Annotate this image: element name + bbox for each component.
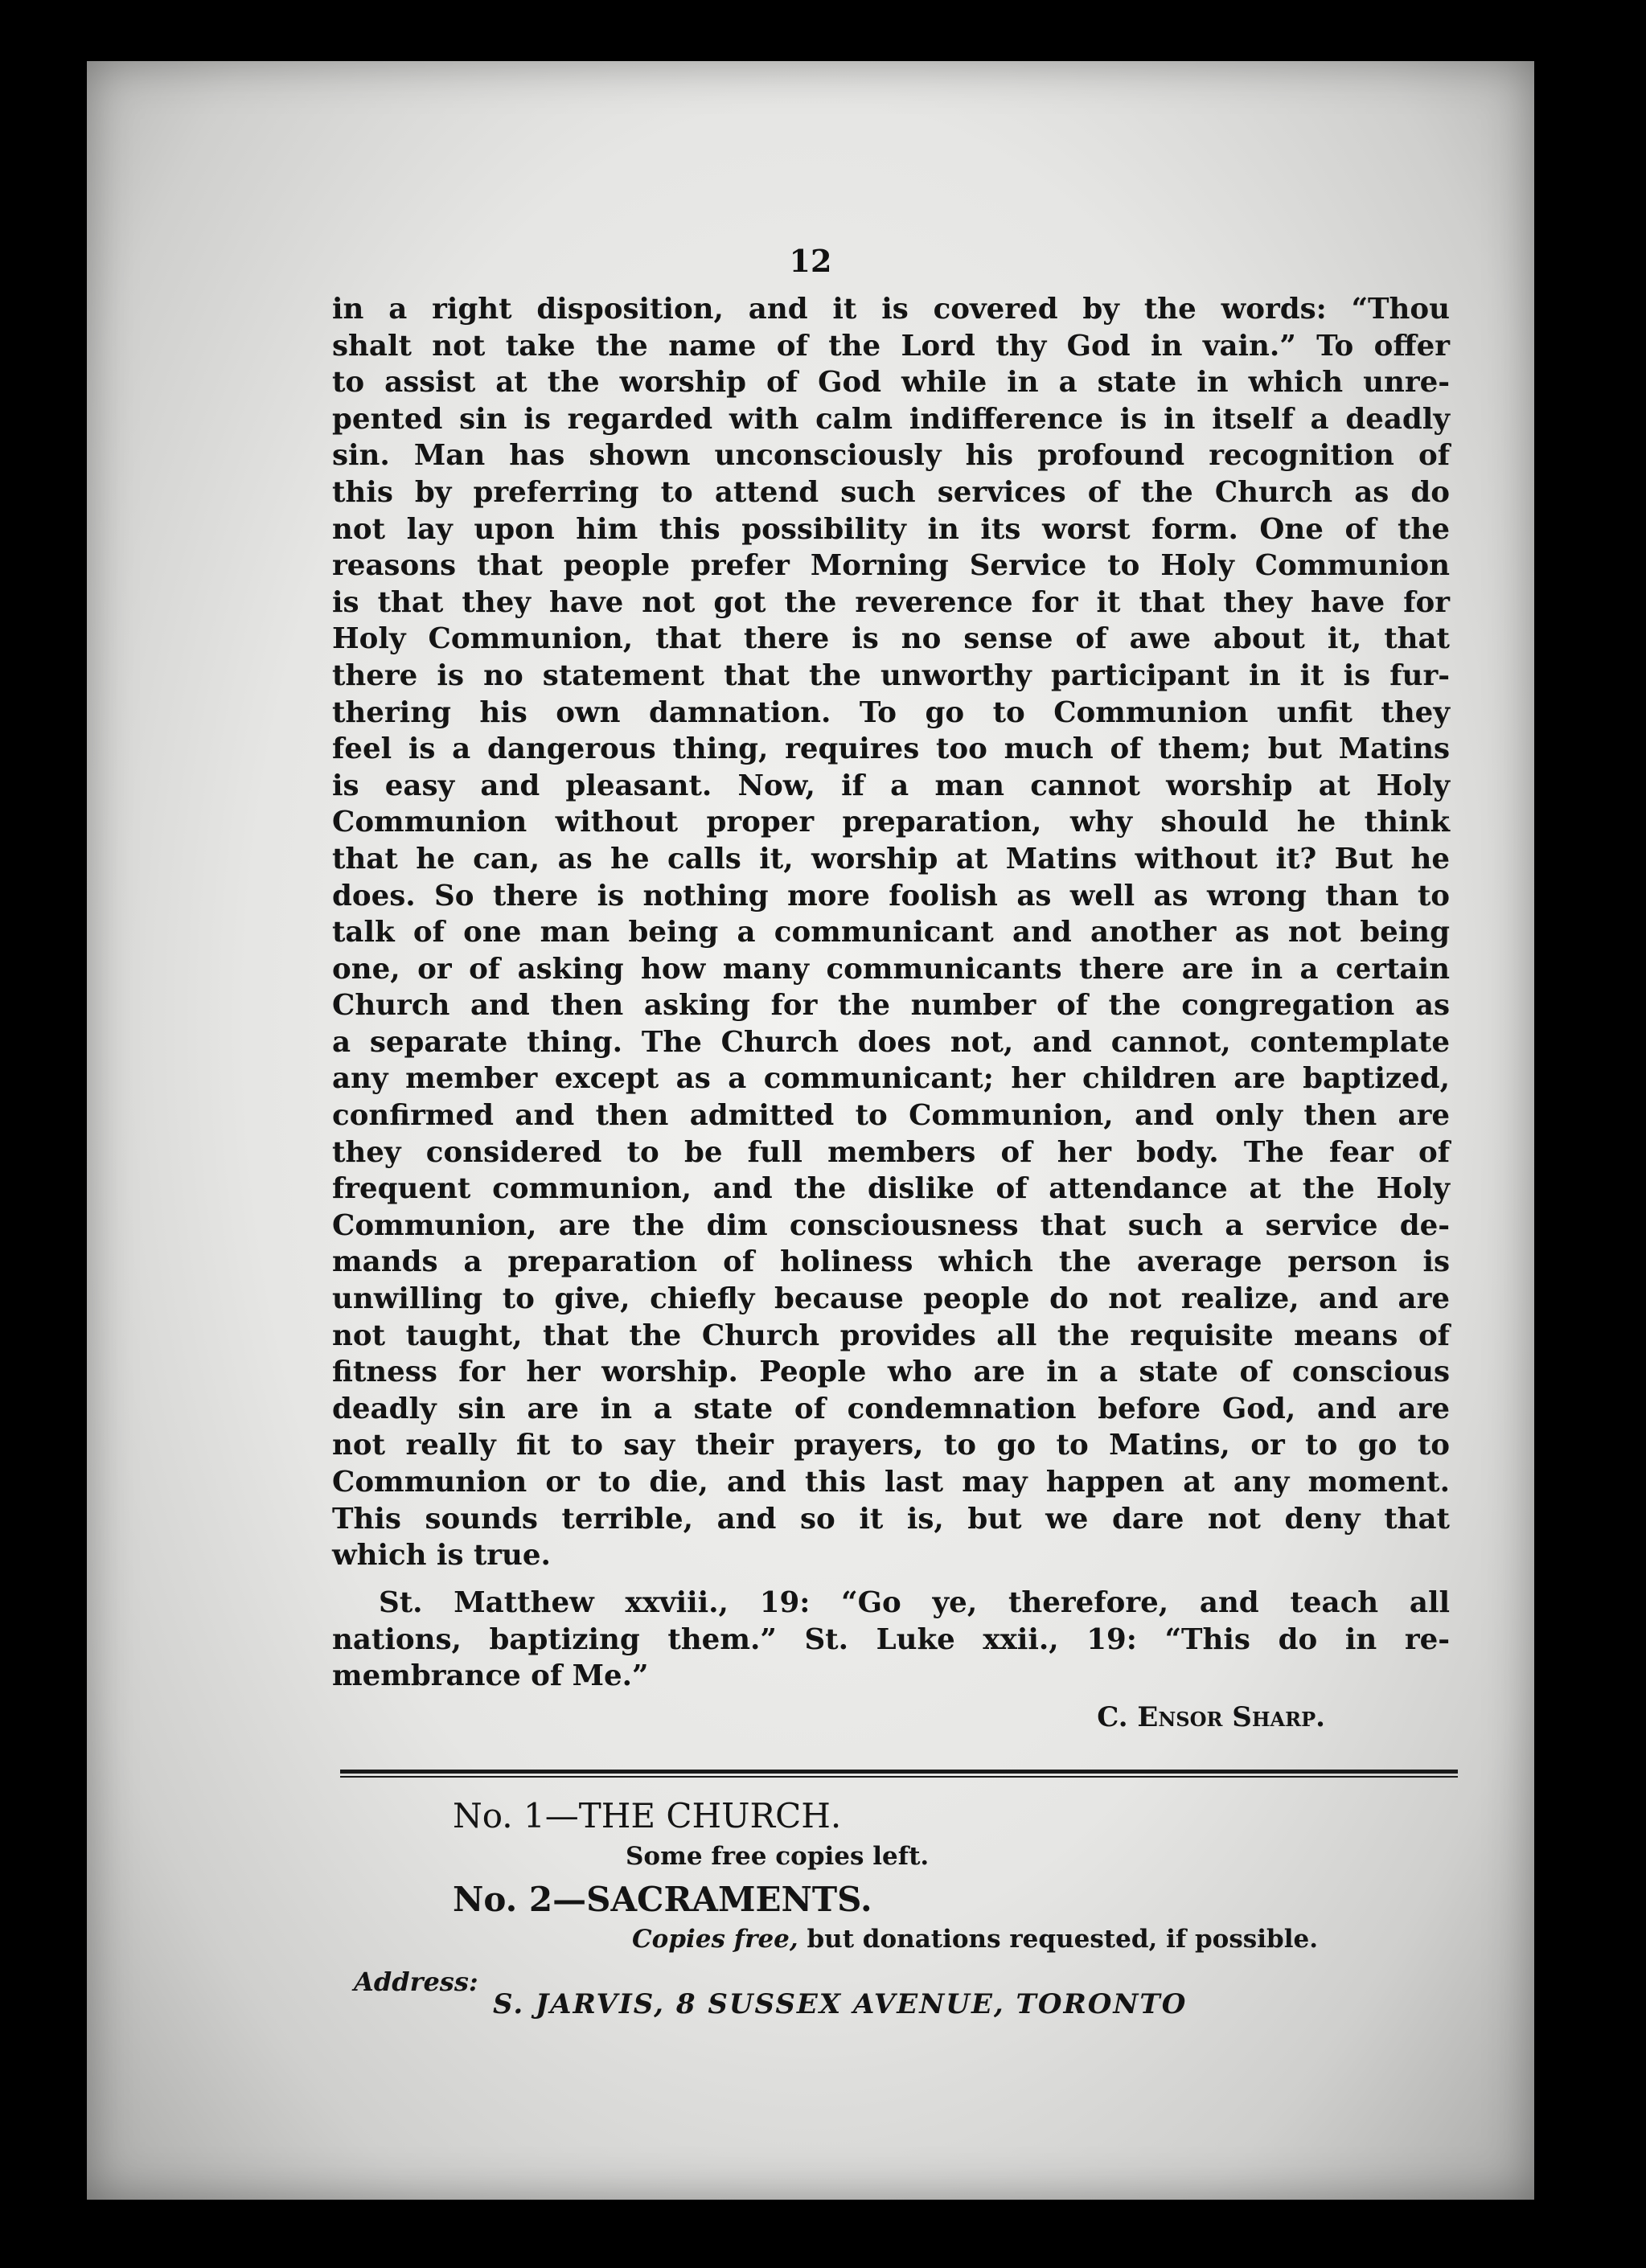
- section-divider-thin: [340, 1776, 1458, 1778]
- body-line: Communion, are the dim consciousness that such a service de-: [332, 1208, 1450, 1242]
- body-line: confirmed and then admitted to Communion, and only then are: [332, 1099, 1450, 1133]
- body-line: pented sin is regarded with calm indifference is in itself a deadly: [332, 402, 1450, 436]
- publication-2-note-rest: but donations requested, if possible.: [798, 1925, 1318, 1954]
- body-line: unwilling to give, chiefly because people do not realize, and are: [332, 1282, 1450, 1316]
- body-line: deadly sin are in a state of condemnation before God, and are: [332, 1392, 1450, 1425]
- body-line: that he can, as he calls it, worship at Matins without it? But he: [332, 842, 1450, 876]
- body-line: thering his own damnation. To go to Communion unfit they: [332, 695, 1450, 729]
- body-line: is easy and pleasant. Now, if a man cannot worship at Holy: [332, 769, 1450, 802]
- body-line: a separate thing. The Church does not, and cannot, contemplate: [332, 1025, 1450, 1059]
- quote-line: nations, baptizing them.” St. Luke xxii., 19: “This do in re-: [332, 1622, 1450, 1656]
- body-line: not taught, that the Church provides all the requisite means of: [332, 1319, 1450, 1352]
- body-line: does. So there is nothing more foolish as well as wrong than to: [332, 879, 1450, 913]
- author-signature: C. Ensor Sharp.: [1097, 1701, 1325, 1733]
- publication-2-title: No. 2—SACRAMENTS.: [453, 1880, 872, 1919]
- scripture-quote: [332, 1585, 1450, 1695]
- quote-line: St. Matthew xxviii., 19: “Go ye, therefore, and teach all: [379, 1586, 1450, 1619]
- body-line: Communion or to die, and this last may happen at any moment.: [332, 1466, 1450, 1499]
- address: S. JARVIS, 8 SUSSEX AVENUE, TORONTO: [493, 1988, 1188, 2020]
- body-line: any member except as a communicant; her children are baptized,: [332, 1062, 1450, 1096]
- body-line: this by preferring to attend such services of the Church as do: [332, 475, 1450, 509]
- body-line: fitness for her worship. People who are in a state of conscious: [332, 1355, 1450, 1389]
- body-line: Church and then asking for the number of the congregation as: [332, 989, 1450, 1023]
- page-number: 12: [789, 243, 832, 279]
- body-line: one, or of asking how many communicants there are in a certain: [332, 952, 1450, 986]
- body-line: not lay upon him this possibility in its worst form. One of the: [332, 512, 1450, 546]
- document-page: [87, 61, 1534, 2200]
- body-line: sin. Man has shown unconsciously his profound recognition of: [332, 439, 1450, 473]
- body-line: in a right disposition, and it is covered by the words: “Thou: [332, 293, 1450, 326]
- body-line: Communion without proper preparation, why should he think: [332, 806, 1450, 839]
- body-text: [332, 291, 1450, 1574]
- address-label: Address:: [354, 1967, 478, 1997]
- body-line: This sounds terrible, and so it is, but we dare not deny that: [332, 1502, 1450, 1536]
- body-line: to assist at the worship of God while in a state in which unre-: [332, 366, 1450, 400]
- body-line: they considered to be full members of her body. The fear of: [332, 1135, 1450, 1169]
- body-line: frequent communion, and the dislike of attendance at the Holy: [332, 1172, 1450, 1206]
- body-line: not really fit to say their prayers, to go to Matins, or to go to: [332, 1429, 1450, 1462]
- section-divider: [340, 1770, 1458, 1774]
- body-line: reasons that people prefer Morning Service to Holy Communion: [332, 549, 1450, 583]
- quote-line: membrance of Me.”: [332, 1659, 649, 1693]
- body-line: there is no statement that the unworthy participant in it is fur-: [332, 658, 1450, 692]
- publication-1-note: Some free copies left.: [626, 1842, 930, 1871]
- body-line: which is true.: [332, 1539, 551, 1573]
- publication-2-note-italic: Copies free,: [632, 1925, 798, 1954]
- body-line: Holy Communion, that there is no sense of awe about it, that: [332, 622, 1450, 656]
- body-line: mands a preparation of holiness which the average person is: [332, 1245, 1450, 1279]
- publication-2-note: [632, 1925, 1318, 1954]
- body-line: is that they have not got the reverence for it that they have for: [332, 585, 1450, 619]
- publication-1-title: No. 1—THE CHURCH.: [453, 1796, 842, 1835]
- body-line: feel is a dangerous thing, requires too much of them; but Matins: [332, 732, 1450, 766]
- body-line: talk of one man being a communicant and another as not being: [332, 916, 1450, 949]
- body-line: shalt not take the name of the Lord thy God in vain.” To offer: [332, 329, 1450, 363]
